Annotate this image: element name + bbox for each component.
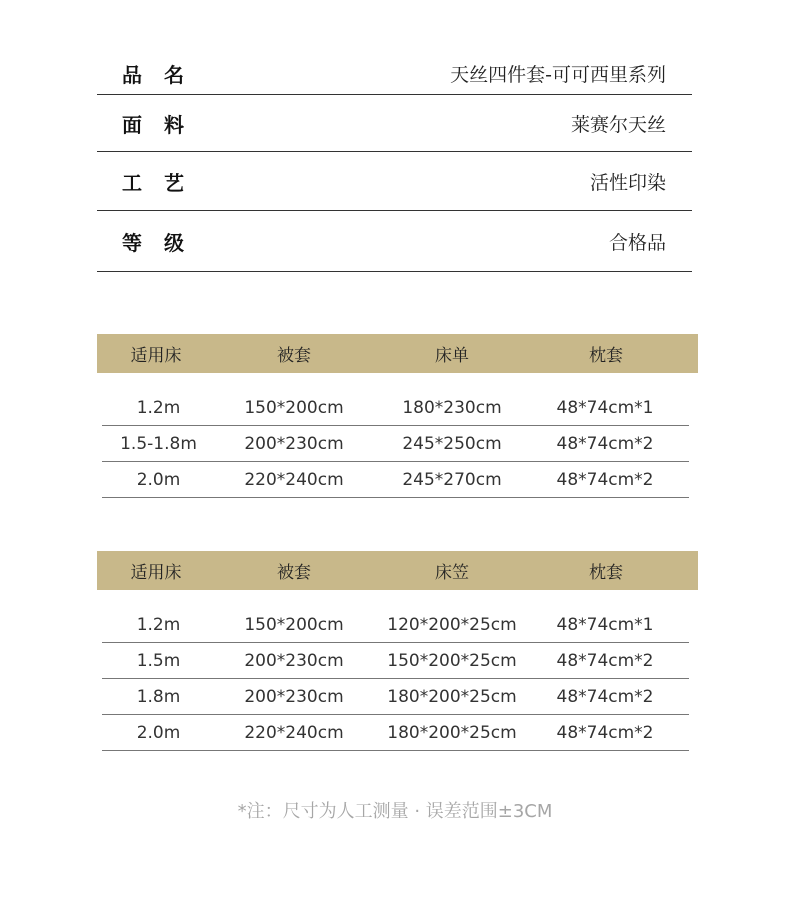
header-cell: 被套: [277, 346, 311, 366]
table-row: [102, 390, 689, 426]
table-cell: 1.5-1.8m: [120, 433, 197, 454]
info-label: 等级: [122, 230, 206, 255]
table-cell: 120*200*25cm: [387, 614, 517, 635]
table-cell: 48*74cm*1: [556, 397, 654, 418]
table-cell: 180*200*25cm: [387, 722, 517, 743]
table-cell: 150*200*25cm: [387, 650, 517, 671]
header-cell: 床单: [435, 346, 469, 366]
header-cell: 床笠: [435, 563, 469, 583]
table-cell: 1.2m: [136, 614, 181, 635]
table-cell: 200*230cm: [244, 433, 344, 454]
table-cell: 2.0m: [136, 722, 181, 743]
info-row-grade: [97, 211, 692, 272]
table-cell: 1.2m: [136, 397, 181, 418]
measurement-note: *注：尺寸为人工测量 · 误差范围±3CM: [237, 801, 553, 822]
table-cell: 200*230cm: [244, 650, 344, 671]
table-body: [97, 607, 698, 751]
header-cell: 枕套: [589, 563, 623, 583]
info-value: 天丝四件套-可可西里系列: [450, 63, 666, 86]
table-cell: 220*240cm: [244, 469, 344, 490]
table-row: [102, 715, 689, 751]
info-label: 品名: [122, 62, 206, 87]
table-body: [97, 390, 698, 498]
info-value: 莱赛尔天丝: [570, 113, 666, 136]
table-cell: 180*200*25cm: [387, 686, 517, 707]
table-header: [97, 551, 698, 590]
table-cell: 220*240cm: [244, 722, 344, 743]
header-cell: 适用床: [130, 346, 182, 366]
product-info: [97, 52, 692, 272]
table-header: [97, 334, 698, 373]
table-cell: 150*200cm: [244, 614, 344, 635]
table-row: [102, 462, 689, 498]
size-table-sheet: [97, 334, 698, 498]
table-cell: 180*230cm: [402, 397, 502, 418]
table-cell: 48*74cm*2: [556, 686, 654, 707]
info-row-craft: [97, 152, 692, 211]
table-cell: 48*74cm*2: [556, 650, 654, 671]
info-row-name: [97, 52, 692, 95]
table-row: [102, 643, 689, 679]
table-cell: 48*74cm*1: [556, 614, 654, 635]
table-cell: 2.0m: [136, 469, 181, 490]
info-value: 活性印染: [589, 171, 666, 194]
table-cell: 200*230cm: [244, 686, 344, 707]
table-cell: 1.8m: [136, 686, 181, 707]
size-table-fitted: [97, 551, 698, 751]
table-row: [102, 426, 689, 462]
info-row-fabric: [97, 95, 692, 152]
header-cell: 适用床: [130, 563, 182, 583]
header-cell: 被套: [277, 563, 311, 583]
table-cell: 48*74cm*2: [556, 722, 654, 743]
table-cell: 1.5m: [136, 650, 181, 671]
info-value: 合格品: [608, 231, 666, 254]
info-label: 面料: [122, 112, 206, 137]
table-cell: 48*74cm*2: [556, 469, 654, 490]
table-row: [102, 607, 689, 643]
table-cell: 245*250cm: [402, 433, 502, 454]
table-cell: 48*74cm*2: [556, 433, 654, 454]
table-cell: 150*200cm: [244, 397, 344, 418]
header-cell: 枕套: [589, 346, 623, 366]
table-row: [102, 679, 689, 715]
info-label: 工艺: [122, 170, 206, 195]
table-cell: 245*270cm: [402, 469, 502, 490]
